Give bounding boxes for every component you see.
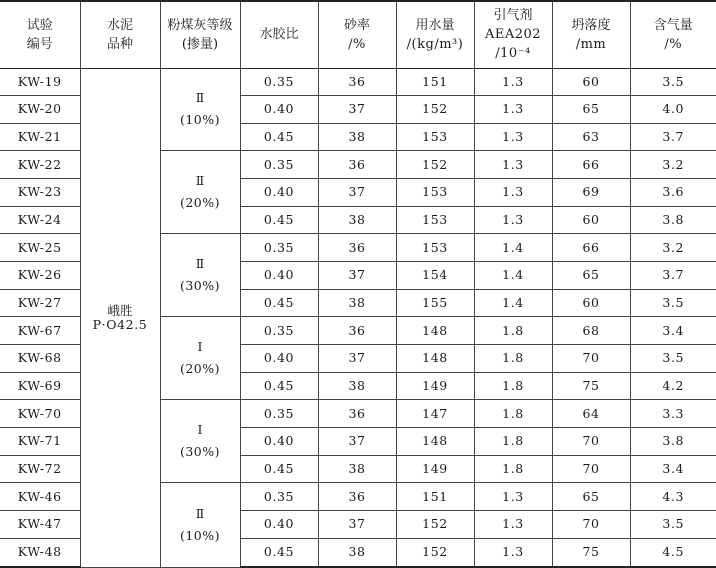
air-content-cell: 4.5 xyxy=(630,538,716,567)
air-entrainer-cell: 1.3 xyxy=(474,179,552,207)
header-air-content-line1: 含气量 xyxy=(653,17,693,33)
test-id-cell: KW-46 xyxy=(0,483,80,511)
slump-cell: 65 xyxy=(552,96,630,124)
water-content-cell: 152 xyxy=(396,511,474,539)
slump-cell: 66 xyxy=(552,151,630,179)
air-content-cell: 3.4 xyxy=(630,317,716,345)
air-entrainer-cell: 1.3 xyxy=(474,511,552,539)
header-air-entrainer xyxy=(474,1,552,68)
test-id-cell: KW-24 xyxy=(0,206,80,234)
header-fly-ash-grade-line1: 粉煤灰等级 xyxy=(167,17,233,33)
header-air-content-line2: /% xyxy=(664,36,683,52)
fly-ash-group-cell xyxy=(160,151,240,234)
air-content-cell: 3.6 xyxy=(630,179,716,207)
air-content-cell: 3.8 xyxy=(630,206,716,234)
water-binder-ratio-cell: 0.35 xyxy=(240,400,318,428)
sand-ratio-cell: 38 xyxy=(318,455,396,483)
slump-cell: 70 xyxy=(552,345,630,373)
air-content-cell: 4.3 xyxy=(630,483,716,511)
air-entrainer-cell: 1.4 xyxy=(474,262,552,290)
header-row xyxy=(0,1,716,68)
header-water-content-line1: 用水量 xyxy=(415,17,455,33)
cement-brand: 峨胜 xyxy=(107,302,133,318)
water-binder-ratio-cell: 0.45 xyxy=(240,206,318,234)
water-binder-ratio-cell: 0.40 xyxy=(240,511,318,539)
test-id-cell: KW-67 xyxy=(0,317,80,345)
sand-ratio-cell: 37 xyxy=(318,428,396,456)
water-binder-ratio-cell: 0.45 xyxy=(240,455,318,483)
water-binder-ratio-cell: 0.40 xyxy=(240,96,318,124)
test-id-cell: KW-27 xyxy=(0,289,80,317)
sand-ratio-cell: 36 xyxy=(318,400,396,428)
header-test-id xyxy=(0,1,80,68)
fly-ash-dosage: (30%) xyxy=(179,444,221,460)
sand-ratio-cell: 37 xyxy=(318,96,396,124)
fly-ash-group-cell xyxy=(160,400,240,483)
air-content-cell: 3.5 xyxy=(630,345,716,373)
fly-ash-grade: Ⅰ xyxy=(197,422,203,438)
header-water-binder-ratio xyxy=(240,1,318,68)
header-cement-type-line2: 品种 xyxy=(106,36,133,52)
air-entrainer-cell: 1.3 xyxy=(474,123,552,151)
water-content-cell: 152 xyxy=(396,151,474,179)
slump-cell: 60 xyxy=(552,289,630,317)
air-content-cell: 3.7 xyxy=(630,262,716,290)
test-id-cell: KW-20 xyxy=(0,96,80,124)
slump-cell: 63 xyxy=(552,123,630,151)
water-binder-ratio-cell: 0.45 xyxy=(240,123,318,151)
test-id-cell: KW-48 xyxy=(0,538,80,567)
test-id-cell: KW-21 xyxy=(0,123,80,151)
slump-cell: 68 xyxy=(552,317,630,345)
header-water-content xyxy=(396,1,474,68)
air-entrainer-cell: 1.4 xyxy=(474,234,552,262)
air-content-cell: 3.5 xyxy=(630,68,716,96)
slump-cell: 70 xyxy=(552,428,630,456)
table-body xyxy=(0,68,716,567)
air-content-cell: 3.2 xyxy=(630,151,716,179)
slump-cell: 69 xyxy=(552,179,630,207)
water-content-cell: 154 xyxy=(396,262,474,290)
fly-ash-dosage: (10%) xyxy=(179,112,221,128)
water-binder-ratio-cell: 0.45 xyxy=(240,372,318,400)
fly-ash-dosage: (30%) xyxy=(179,278,221,294)
air-content-cell: 3.5 xyxy=(630,511,716,539)
fly-ash-grade: Ⅱ xyxy=(195,505,205,521)
air-entrainer-cell: 1.3 xyxy=(474,483,552,511)
slump-cell: 66 xyxy=(552,234,630,262)
sand-ratio-cell: 37 xyxy=(318,179,396,207)
air-entrainer-cell: 1.8 xyxy=(474,400,552,428)
sand-ratio-cell: 36 xyxy=(318,234,396,262)
sand-ratio-cell: 38 xyxy=(318,289,396,317)
header-fly-ash-grade xyxy=(160,1,240,68)
air-entrainer-cell: 1.8 xyxy=(474,345,552,373)
sand-ratio-cell: 36 xyxy=(318,317,396,345)
water-binder-ratio-cell: 0.45 xyxy=(240,538,318,567)
air-entrainer-cell: 1.8 xyxy=(474,455,552,483)
water-binder-ratio-cell: 0.45 xyxy=(240,289,318,317)
slump-cell: 70 xyxy=(552,455,630,483)
slump-cell: 75 xyxy=(552,538,630,567)
header-cement-type xyxy=(80,1,160,68)
sand-ratio-cell: 37 xyxy=(318,262,396,290)
table-row xyxy=(0,68,716,96)
header-air-entrainer-line3: /10⁻⁴ xyxy=(495,46,531,62)
test-id-cell: KW-23 xyxy=(0,179,80,207)
header-slump-line2: /mm xyxy=(575,36,607,52)
water-content-cell: 153 xyxy=(396,234,474,262)
air-entrainer-cell: 1.3 xyxy=(474,96,552,124)
header-water-binder-ratio-line1: 水胶比 xyxy=(259,27,299,43)
sand-ratio-cell: 38 xyxy=(318,206,396,234)
test-id-cell: KW-69 xyxy=(0,372,80,400)
sand-ratio-cell: 38 xyxy=(318,538,396,567)
water-content-cell: 151 xyxy=(396,68,474,96)
slump-cell: 60 xyxy=(552,68,630,96)
test-id-cell: KW-70 xyxy=(0,400,80,428)
sand-ratio-cell: 37 xyxy=(318,345,396,373)
water-content-cell: 147 xyxy=(396,400,474,428)
header-water-content-line2: /(kg/m³) xyxy=(406,36,464,52)
sand-ratio-cell: 38 xyxy=(318,123,396,151)
sand-ratio-cell: 36 xyxy=(318,483,396,511)
water-content-cell: 153 xyxy=(396,123,474,151)
fly-ash-grade: Ⅱ xyxy=(195,173,205,189)
header-test-id-line1: 试验 xyxy=(26,17,53,33)
air-entrainer-cell: 1.3 xyxy=(474,206,552,234)
fly-ash-group-cell xyxy=(160,234,240,317)
water-content-cell: 149 xyxy=(396,372,474,400)
water-content-cell: 152 xyxy=(396,96,474,124)
test-id-cell: KW-25 xyxy=(0,234,80,262)
test-id-cell: KW-19 xyxy=(0,68,80,96)
cement-grade: P·O42.5 xyxy=(92,316,148,332)
water-content-cell: 148 xyxy=(396,317,474,345)
test-id-cell: KW-47 xyxy=(0,511,80,539)
slump-cell: 65 xyxy=(552,262,630,290)
fly-ash-grade: Ⅱ xyxy=(195,90,205,106)
water-content-cell: 151 xyxy=(396,483,474,511)
fly-ash-group-cell xyxy=(160,68,240,151)
air-entrainer-cell: 1.8 xyxy=(474,317,552,345)
water-binder-ratio-cell: 0.35 xyxy=(240,483,318,511)
air-content-cell: 3.4 xyxy=(630,455,716,483)
water-binder-ratio-cell: 0.35 xyxy=(240,68,318,96)
slump-cell: 60 xyxy=(552,206,630,234)
water-binder-ratio-cell: 0.35 xyxy=(240,234,318,262)
fly-ash-grade: Ⅰ xyxy=(197,339,203,355)
header-air-content xyxy=(630,1,716,68)
water-binder-ratio-cell: 0.35 xyxy=(240,317,318,345)
header-slump-line1: 坍落度 xyxy=(571,17,611,33)
water-binder-ratio-cell: 0.35 xyxy=(240,151,318,179)
sand-ratio-cell: 36 xyxy=(318,151,396,179)
fly-ash-group-cell xyxy=(160,317,240,400)
header-air-entrainer-line1: 引气剂 xyxy=(493,8,533,24)
fly-ash-group-cell xyxy=(160,483,240,567)
test-id-cell: KW-72 xyxy=(0,455,80,483)
test-id-cell: KW-68 xyxy=(0,345,80,373)
sand-ratio-cell: 37 xyxy=(318,511,396,539)
water-binder-ratio-cell: 0.40 xyxy=(240,179,318,207)
water-content-cell: 148 xyxy=(396,345,474,373)
air-entrainer-cell: 1.3 xyxy=(474,538,552,567)
water-content-cell: 155 xyxy=(396,289,474,317)
test-id-cell: KW-71 xyxy=(0,428,80,456)
air-content-cell: 3.7 xyxy=(630,123,716,151)
slump-cell: 70 xyxy=(552,511,630,539)
air-entrainer-cell: 1.4 xyxy=(474,289,552,317)
header-sand-ratio-line2: /% xyxy=(348,36,366,52)
fly-ash-dosage: (20%) xyxy=(179,195,221,211)
header-test-id-line2: 编号 xyxy=(26,36,53,52)
water-content-cell: 152 xyxy=(396,538,474,567)
header-sand-ratio-line1: 砂率 xyxy=(343,17,370,33)
fly-ash-grade: Ⅱ xyxy=(195,256,205,272)
air-content-cell: 4.0 xyxy=(630,96,716,124)
slump-cell: 64 xyxy=(552,400,630,428)
test-id-cell: KW-26 xyxy=(0,262,80,290)
air-entrainer-cell: 1.8 xyxy=(474,428,552,456)
slump-cell: 75 xyxy=(552,372,630,400)
header-sand-ratio xyxy=(318,1,396,68)
water-content-cell: 153 xyxy=(396,179,474,207)
sand-ratio-cell: 36 xyxy=(318,68,396,96)
sand-ratio-cell: 38 xyxy=(318,372,396,400)
water-content-cell: 148 xyxy=(396,428,474,456)
cement-type-cell xyxy=(80,68,160,567)
test-id-cell: KW-22 xyxy=(0,151,80,179)
water-content-cell: 153 xyxy=(396,206,474,234)
header-air-entrainer-line2: AEA202 xyxy=(484,27,542,43)
water-content-cell: 149 xyxy=(396,455,474,483)
fly-ash-dosage: (10%) xyxy=(179,527,221,543)
air-entrainer-cell: 1.8 xyxy=(474,372,552,400)
air-content-cell: 3.5 xyxy=(630,289,716,317)
header-slump xyxy=(552,1,630,68)
air-entrainer-cell: 1.3 xyxy=(474,68,552,96)
air-entrainer-cell: 1.3 xyxy=(474,151,552,179)
air-content-cell: 3.3 xyxy=(630,400,716,428)
fly-ash-dosage: (20%) xyxy=(179,361,221,377)
air-content-cell: 3.2 xyxy=(630,234,716,262)
header-fly-ash-grade-line2: (掺量) xyxy=(181,36,219,52)
water-binder-ratio-cell: 0.40 xyxy=(240,345,318,373)
water-binder-ratio-cell: 0.40 xyxy=(240,262,318,290)
air-content-cell: 4.2 xyxy=(630,372,716,400)
slump-cell: 65 xyxy=(552,483,630,511)
water-binder-ratio-cell: 0.40 xyxy=(240,428,318,456)
header-cement-type-line1: 水泥 xyxy=(106,17,133,33)
air-content-cell: 3.8 xyxy=(630,428,716,456)
